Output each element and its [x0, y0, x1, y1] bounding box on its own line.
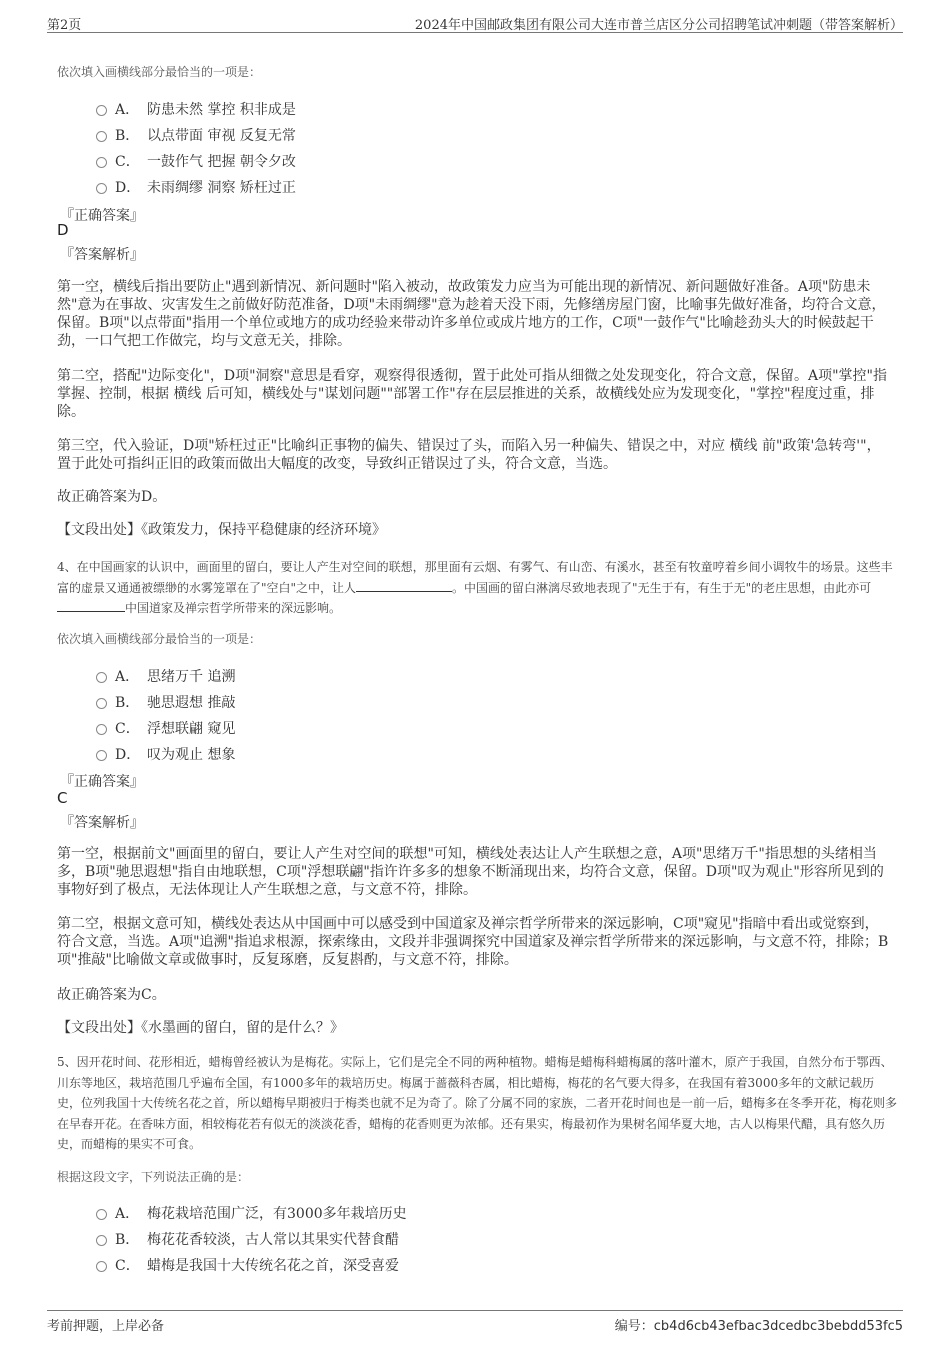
- q4-prompt: 依次填入画横线部分最恰当的一项是：: [57, 632, 262, 646]
- radio-icon[interactable]: [96, 672, 107, 683]
- q4-conclusion: 故正确答案为C。: [57, 987, 166, 1003]
- q5-option-b[interactable]: B． 梅花花香较淡，古人常以其果实代替食醋: [96, 1229, 399, 1249]
- radio-icon[interactable]: [96, 724, 107, 735]
- footer-slogan: 考前押题，上岸必备: [47, 1319, 165, 1334]
- q4-analysis-label: 『答案解析』: [60, 815, 144, 831]
- radio-icon[interactable]: [96, 698, 107, 709]
- q3-analysis-para-2: 第二空，搭配"边际变化"，D项"洞察"意思是看穿，观察得很透彻，置于此处可指从细微之处发现变化，符合文意，保留。A项"掌控"指掌握、控制，根据 横线 后可知，横线处与"谋划问题""部署工作"存在层层推进的关系，故横线处应为发现变化，"掌控"程度过重，排除。: [57, 368, 887, 420]
- radio-icon[interactable]: [96, 131, 107, 142]
- q3-option-c[interactable]: C． 一鼓作气 把握 朝令夕改: [96, 151, 296, 171]
- q4-analysis-para-2: 第二空，根据文意可知，横线处表达从中国画中可以感受到中国道家及禅宗哲学所带来的深远影响，C项"窥见"指暗中看出或觉察到，符合文意，当选。A项"追溯"指追求根源，探索缘由，文段并非强调探究中国道家及禅宗哲学所带来的深远影响，与文意不符，排除；B项"推敲"比喻做文章或做事时，反复琢磨，反复斟酌，与文意不符，排除。: [57, 916, 889, 968]
- q5-prompt: 根据这段文字，下列说法正确的是：: [57, 1170, 250, 1184]
- q3-option-b[interactable]: B． 以点带面 审视 反复无常: [96, 125, 296, 145]
- page-number: 第2页: [47, 18, 82, 33]
- q4-answer-label: 『正确答案』: [60, 774, 144, 790]
- radio-icon[interactable]: [96, 105, 107, 116]
- q4-option-b[interactable]: B． 驰思遐想 推敲: [96, 692, 235, 712]
- page-footer: [47, 1310, 903, 1335]
- radio-icon[interactable]: [96, 750, 107, 761]
- q4-analysis-para-1: 第一空，根据前文"画面里的留白，要让人产生对空间的联想"可知，横线处表达让人产生联想之意，A项"思绪万千"指思想的头绪相当多，B项"驰思遐想"指自由地联想，C项"浮想联翩"指许许多多的想象不断涌现出来，均符合文意，保留。D项"叹为观止"形容所见到的事物好到了极点，无法体现让人产生联想之意，与文意不符，排除。: [57, 846, 884, 898]
- q3-analysis-para-3: 第三空，代入验证，D项"矫枉过正"比喻纠正事物的偏失、错误过了头，而陷入另一种偏失、错误之中，对应 横线 前"政策'急转弯'"，置于此处可指纠正旧的政策而做出大幅度的改变，导致纠正错误过了头，符合文意，当选。: [57, 438, 881, 472]
- document-code: 编号：cb4d6cb43efbac3dcedbc3bebdd53fc5: [614, 1319, 903, 1334]
- q3-conclusion: 故正确答案为D。: [57, 489, 167, 505]
- q5-option-a[interactable]: A． 梅花栽培范围广泛，有3000多年栽培历史: [96, 1203, 407, 1223]
- q3-analysis-para-1: 第一空，横线后指出要防止"遇到新情况、新问题时"陷入被动，故政策发力应当为可能出现的新情况、新问题做好准备。A项"防患未然"意为在事故、灾害发生之前做好防范准备，D项"未雨绸缪"意为趁着天没下雨，先修缮房屋门窗，比喻事先做好准备，均符合文意，保留。B项"以点带面"指用一个单位或地方的成功经验来带动许多单位或成片地方的工作，C项"一鼓作气"比喻趁劲头大的时候鼓起干劲，一口气把工作做完，均与文意无关，排除。: [57, 279, 886, 349]
- q3-option-a[interactable]: A． 防患未然 掌控 积非成是: [96, 99, 296, 119]
- radio-icon[interactable]: [96, 1209, 107, 1220]
- q4-option-a[interactable]: A． 思绪万千 追溯: [96, 666, 235, 686]
- q3-prompt: 依次填入画横线部分最恰当的一项是：: [57, 65, 262, 79]
- radio-icon[interactable]: [96, 183, 107, 194]
- radio-icon[interactable]: [96, 157, 107, 168]
- document-title: 2024年中国邮政集团有限公司大连市普兰店区分公司招聘笔试冲刺题（带答案解析）: [414, 18, 903, 33]
- q4-blank-2: [57, 599, 125, 612]
- q3-answer: D: [57, 221, 69, 239]
- q5-option-c[interactable]: C． 蜡梅是我国十大传统名花之首，深受喜爱: [96, 1255, 399, 1275]
- q3-source: 【文段出处】《政策发力，保持平稳健康的经济环境》: [57, 522, 386, 538]
- q3-analysis-label: 『答案解析』: [60, 247, 144, 263]
- q4-answer: C: [57, 789, 68, 807]
- radio-icon[interactable]: [96, 1235, 107, 1246]
- q5-stem: 5、因开花时间、花形相近，蜡梅曾经被认为是梅花。实际上，它们是完全不同的两种植物。蜡梅是蜡梅科蜡梅属的落叶灌木，原产于我国，自然分布于鄂西、川东等地区，栽培范围几乎遍布全国，有1000多年的栽培历史。梅属于蔷薇科杏属，相比蜡梅，梅花的名气要大得多，在我国有着3000多年的文献记载历史，位列我国十大传统名花之首，所以蜡梅早期被归于梅类也就不足为奇了。除了分属不同的家族，二者开花时间也是一前一后，蜡梅多在冬季开花，梅花则多在早春开花。在香味方面，相较梅花若有似无的淡淡花香，蜡梅的花香则更为浓郁。还有果实，梅最初作为果树名闻华夏大地，古人以梅果代醋，具有悠久历史，而蜡梅的果实不可食。: [57, 1055, 898, 1151]
- q3-answer-label: 『正确答案』: [60, 208, 144, 224]
- q4-option-d[interactable]: D． 叹为观止 想象: [96, 744, 235, 764]
- radio-icon[interactable]: [96, 1261, 107, 1272]
- q4-stem: 4、在中国画家的认识中，画面里的留白，要让人产生对空间的联想，那里面有云烟、有雾气、有山峦、有溪水，甚至有牧童哼着乡间小调牧牛的场景。这些丰富的虚景又通通被缥缈的水雾笼罩在了"空白"之中，让人 。中国画的留白淋漓尽致地表现了"无生于有，有生于无"的老庄思想，由此亦可中国道家及禅宗哲学所带来的深远影响。: [57, 560, 893, 615]
- q4-source: 【文段出处】《水墨画的留白，留的是什么？》: [57, 1020, 344, 1036]
- q3-option-d[interactable]: D． 未雨绸缪 洞察 矫枉过正: [96, 177, 296, 197]
- q4-option-c[interactable]: C． 浮想联翩 窥见: [96, 718, 235, 738]
- q4-blank-1: [356, 579, 452, 592]
- page-header: [47, 12, 903, 33]
